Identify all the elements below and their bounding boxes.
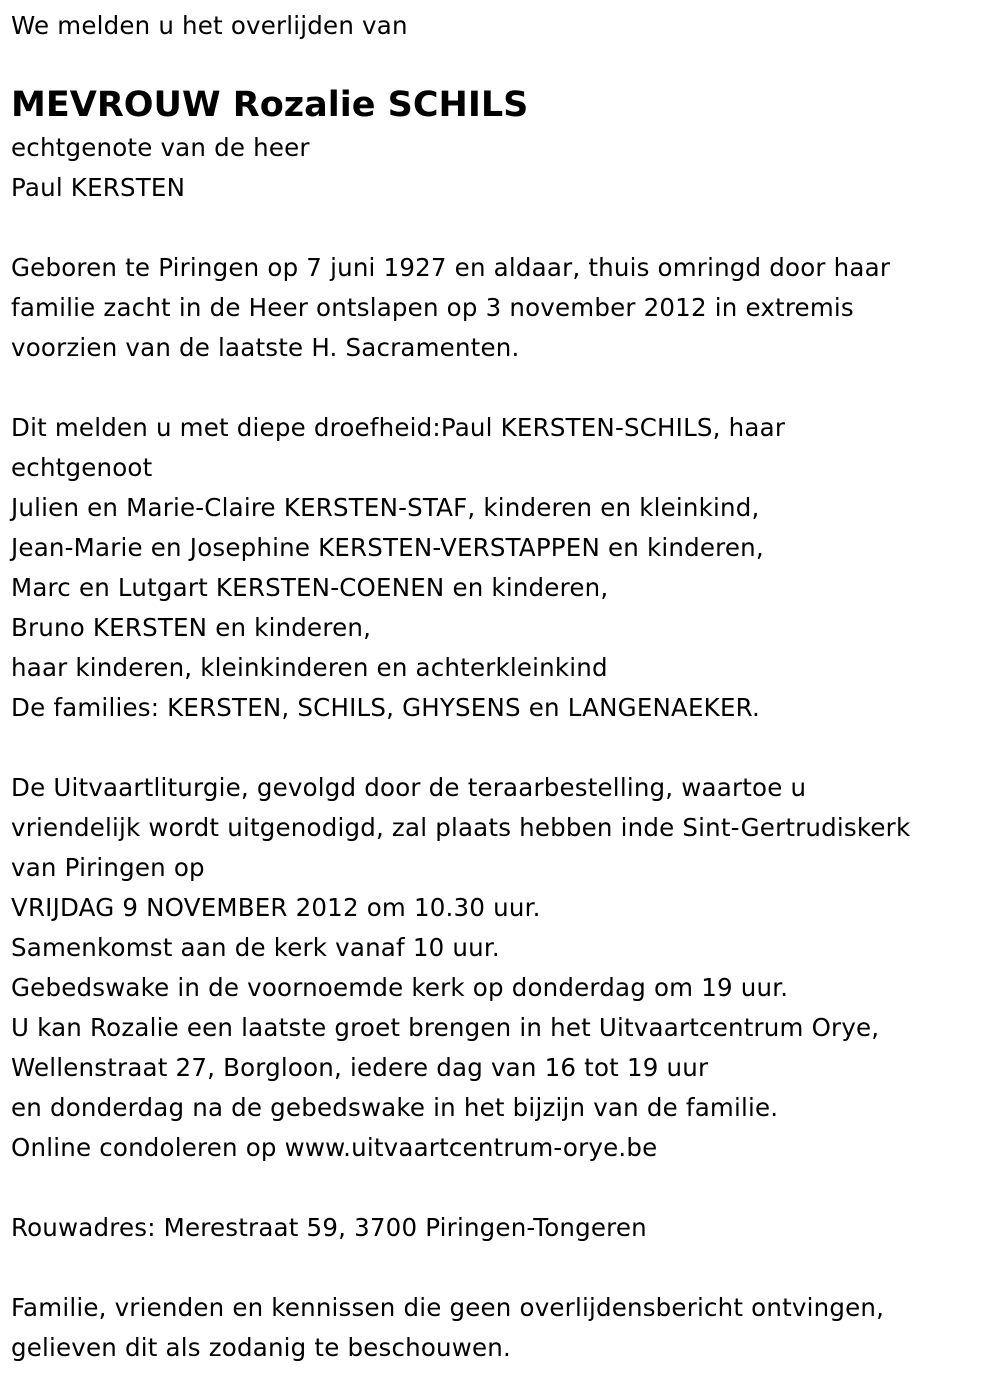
birth-text-line: familie zacht in de Heer ontslapen op 3 november 2012 in extremis <box>11 293 854 322</box>
funeral-line: en donderdag na de gebedswake in het bijzijn van de familie. <box>11 1093 779 1122</box>
funeral-line: Samenkomst aan de kerk vanaf 10 uur. <box>11 933 500 962</box>
intro-text: We melden u het overlijden van <box>11 11 408 40</box>
spacer <box>11 368 986 408</box>
funeral-line: U kan Rozalie een laatste groet brengen in het Uitvaartcentrum Orye, <box>11 1013 880 1042</box>
mourners-line: Julien en Marie-Claire KERSTEN-STAF, kinderen en kleinkind, <box>11 493 760 522</box>
spouse-name: Paul KERSTEN <box>11 173 186 202</box>
birth-text-line: Geboren te Piringen op 7 juni 1927 en aldaar, thuis omringd door haar <box>11 253 891 282</box>
mourners-line: Bruno KERSTEN en kinderen, <box>11 613 372 642</box>
funeral-date-line: VRIJDAG 9 NOVEMBER 2012 om 10.30 uur. <box>11 893 541 922</box>
funeral-line: Wellenstraat 27, Borgloon, iedere dag van 16 tot 19 uur <box>11 1053 709 1082</box>
mourners-line: echtgenoot <box>11 453 153 482</box>
mourners-line: Jean-Marie en Josephine KERSTEN-VERSTAPPEN en kinderen, <box>11 533 764 562</box>
funeral-line: vriendelijk wordt uitgenodigd, zal plaats hebben inde Sint-Gertrudiskerk <box>11 813 911 842</box>
deceased-name: MEVROUW Rozalie SCHILS <box>11 85 529 125</box>
obituary-notice <box>11 6 986 1368</box>
closing-line: gelieven dit als zodanig te beschouwen. <box>11 1333 512 1362</box>
funeral-line: De Uitvaartliturgie, gevolgd door de teraarbestelling, waartoe u <box>11 773 807 802</box>
mourners-line: Marc en Lutgart KERSTEN-COENEN en kinderen, <box>11 573 609 602</box>
mourners-line: De families: KERSTEN, SCHILS, GHYSENS en LANGENAEKER. <box>11 693 760 722</box>
condolence-line: Online condoleren op www.uitvaartcentrum-orye.be <box>11 1133 658 1162</box>
spacer <box>11 728 986 768</box>
closing-line: Familie, vrienden en kennissen die geen overlijdensbericht ontvingen, <box>11 1293 885 1322</box>
mourning-address: Rouwadres: Merestraat 59, 3700 Piringen-Tongeren <box>11 1213 647 1242</box>
spouse-text: echtgenote van de heer <box>11 133 310 162</box>
spacer <box>11 208 986 248</box>
spacer <box>11 1248 986 1288</box>
birth-text-line: voorzien van de laatste H. Sacramenten. <box>11 333 520 362</box>
mourners-line: haar kinderen, kleinkinderen en achterkleinkind <box>11 653 608 682</box>
funeral-line: Gebedswake in de voornoemde kerk op donderdag om 19 uur. <box>11 973 789 1002</box>
mourners-line: Dit melden u met diepe droefheid:Paul KERSTEN-SCHILS, haar <box>11 413 786 442</box>
funeral-line: van Piringen op <box>11 853 205 882</box>
spacer <box>11 1168 986 1208</box>
